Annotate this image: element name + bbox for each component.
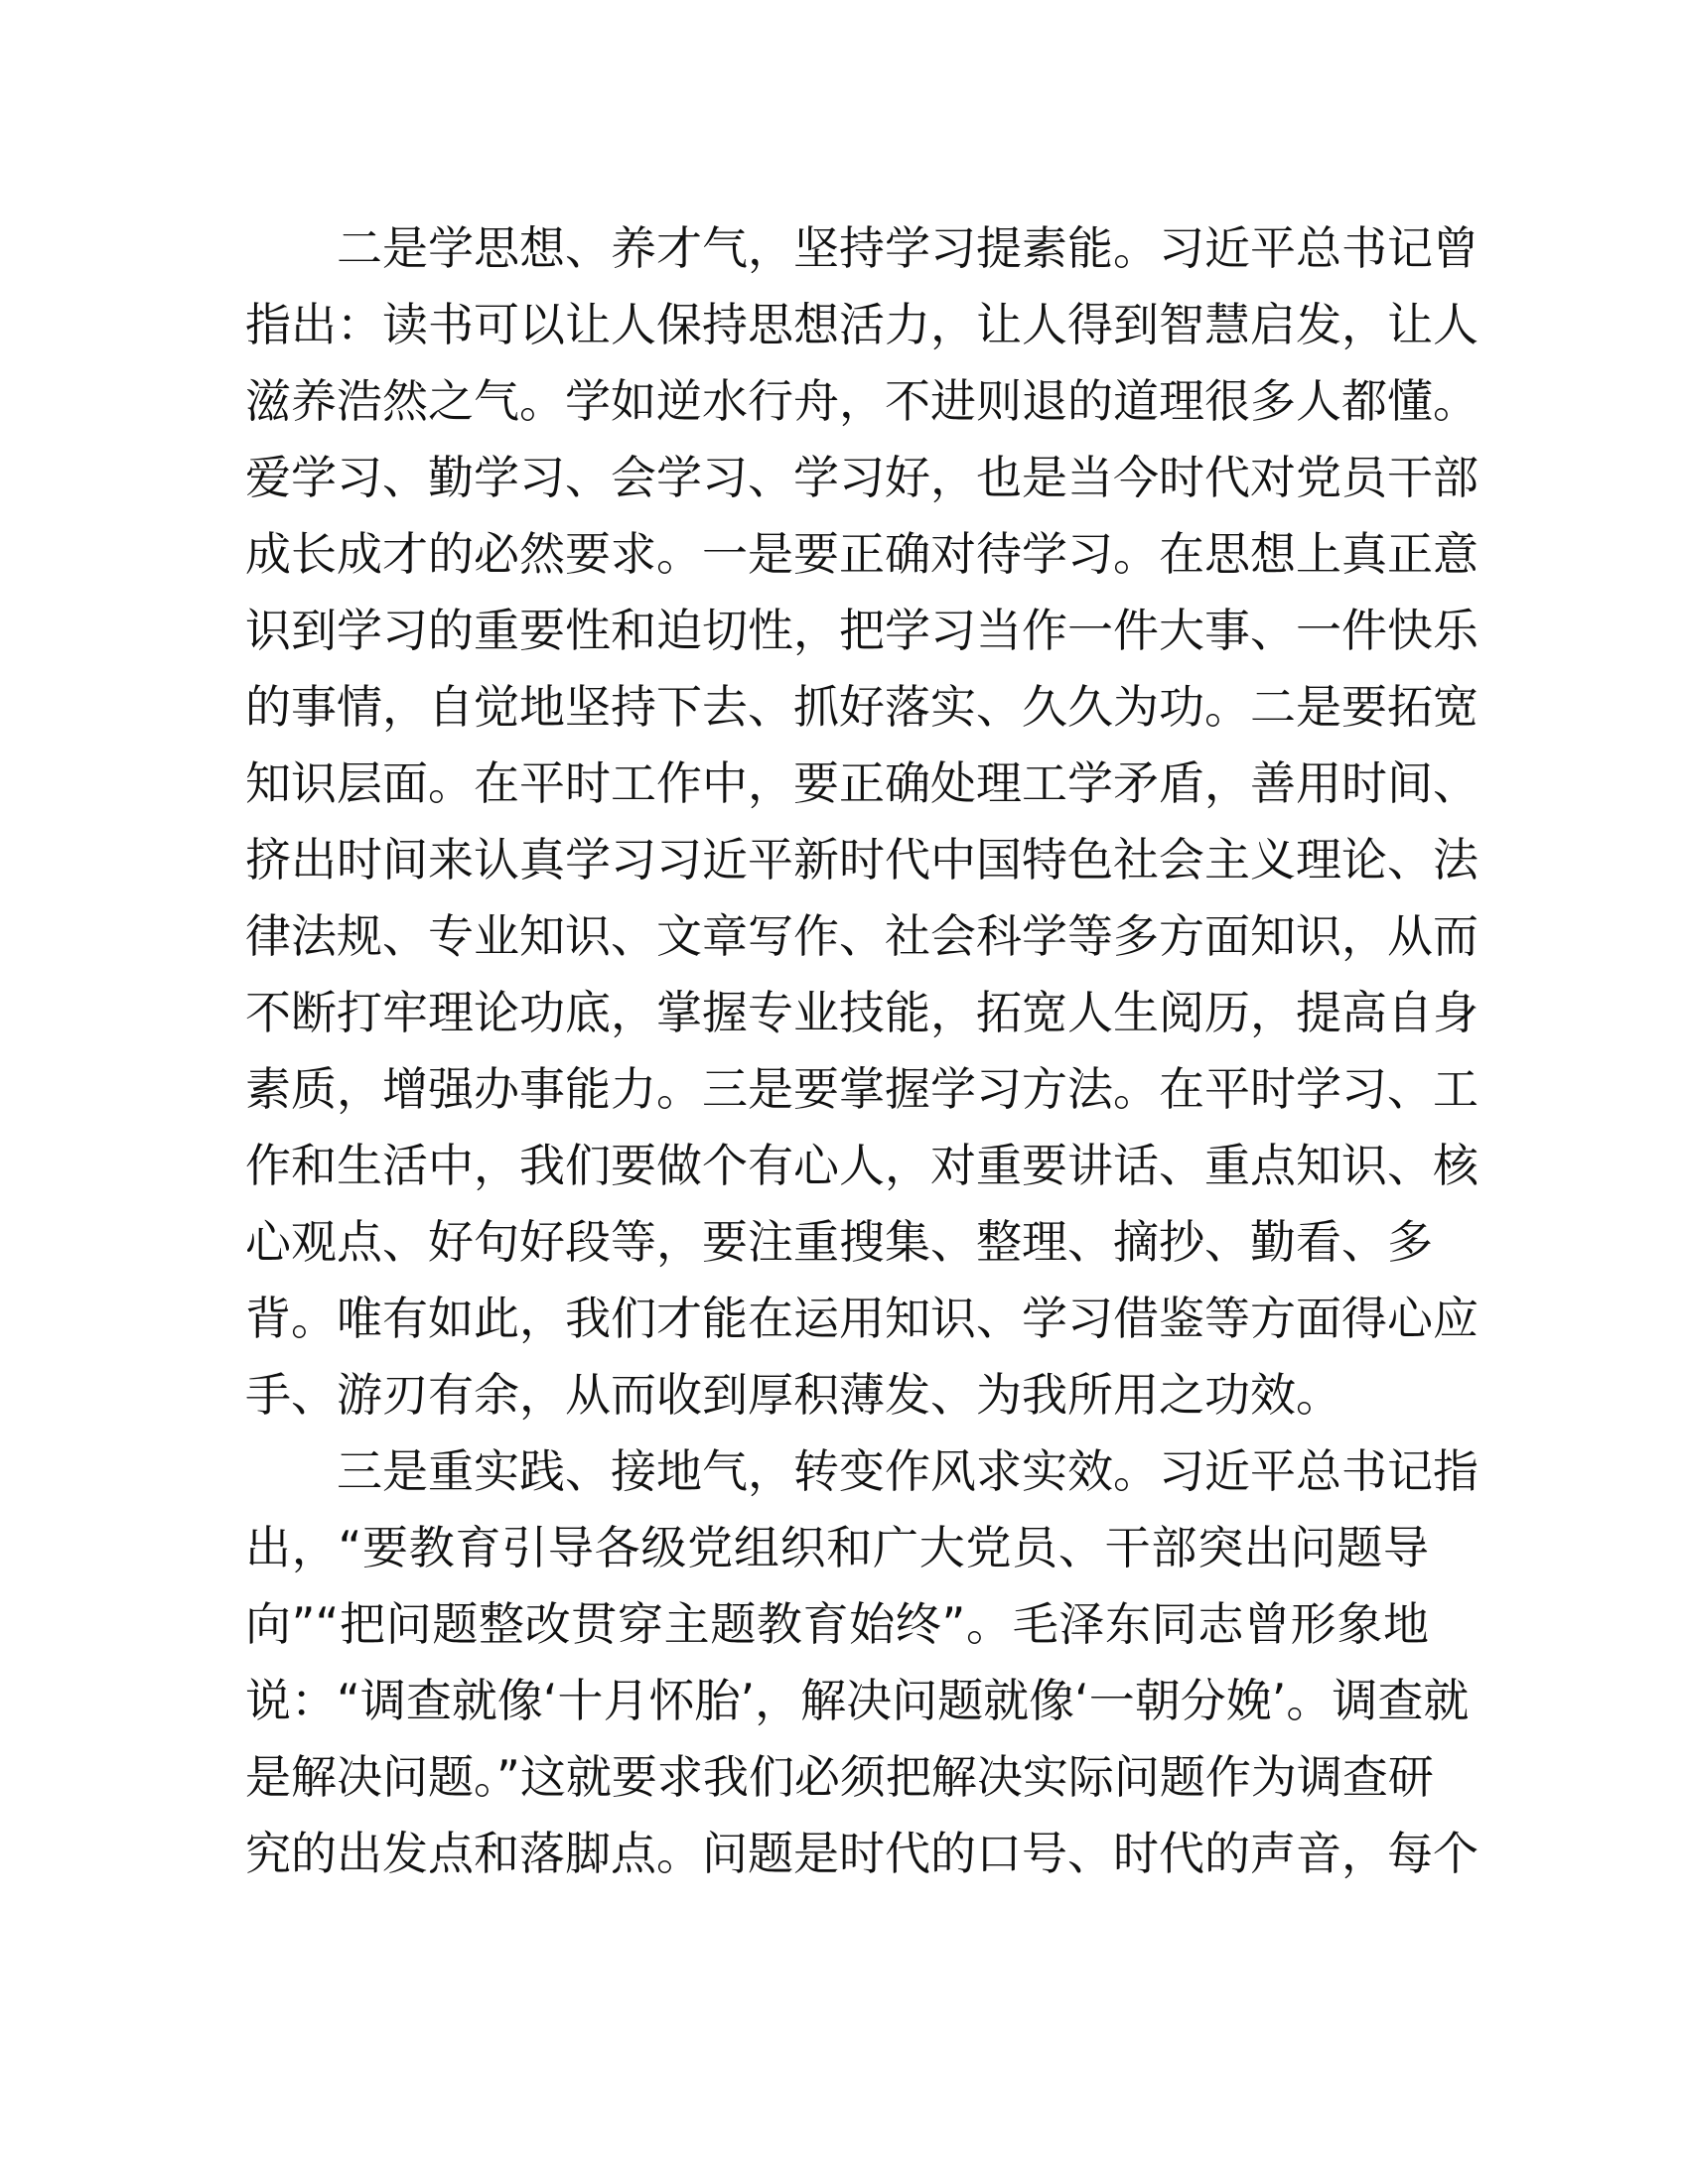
text-line: 出，“要教育引导各级党组织和广大党员、干部突出问题导 (245, 1521, 1429, 1574)
paragraph (245, 210, 1478, 1433)
text-line: 滋养浩然之气。学如逆水行舟，不进则退的道理很多人都懂。 (245, 374, 1478, 428)
text-line: 的事情，自觉地坚持下去、抓好落实、久久为功。二是要拓宽 (245, 680, 1478, 734)
text-line: 是解决问题。”这就要求我们必须把解决实际问题作为调查研 (245, 1750, 1434, 1804)
text-line: 说：“调查就像‘十月怀胎’，解决问题就像‘一朝分娩’。调查就 (245, 1674, 1470, 1727)
text-line: 三是重实践、接地气，转变作风求实效。习近平总书记指 (337, 1444, 1478, 1498)
text-line: 手、游刃有余，从而收到厚积薄发、为我所用之功效。 (245, 1368, 1341, 1422)
text-line: 二是学思想、养才气，坚持学习提素能。习近平总书记曾 (337, 221, 1478, 275)
text-line: 心观点、好句好段等，要注重搜集、整理、摘抄、勤看、多 (245, 1215, 1433, 1269)
text-line: 成长成才的必然要求。一是要正确对待学习。在思想上真正意 (245, 527, 1478, 581)
text-line: 向”“把问题整改贯穿主题教育始终”。毛泽东同志曾形象地 (245, 1597, 1429, 1651)
text-line: 爱学习、勤学习、会学习、学习好，也是当今时代对党员干部 (245, 451, 1478, 504)
text-line: 识到学习的重要性和迫切性，把学习当作一件大事、一件快乐 (245, 604, 1478, 657)
text-line: 指出：读书可以让人保持思想活力，让人得到智慧启发，让人 (245, 298, 1478, 351)
text-line: 素质，增强办事能力。三是要掌握学习方法。在平时学习、工 (245, 1062, 1478, 1116)
text-line: 知识层面。在平时工作中，要正确处理工学矛盾，善用时间、 (245, 756, 1478, 810)
paragraph (245, 1433, 1478, 1892)
document-page (245, 210, 1478, 1892)
text-line: 挤出时间来认真学习习近平新时代中国特色社会主义理论、法 (245, 833, 1478, 887)
text-line: 不断打牢理论功底，掌握专业技能，拓宽人生阅历，提高自身 (245, 986, 1478, 1039)
text-line: 背。唯有如此，我们才能在运用知识、学习借鉴等方面得心应 (245, 1292, 1478, 1345)
text-line: 究的出发点和落脚点。问题是时代的口号、时代的声音，每个 (245, 1827, 1478, 1880)
text-line: 律法规、专业知识、文章写作、社会科学等多方面知识，从而 (245, 909, 1478, 963)
text-line: 作和生活中，我们要做个有心人，对重要讲话、重点知识、核 (245, 1139, 1478, 1192)
